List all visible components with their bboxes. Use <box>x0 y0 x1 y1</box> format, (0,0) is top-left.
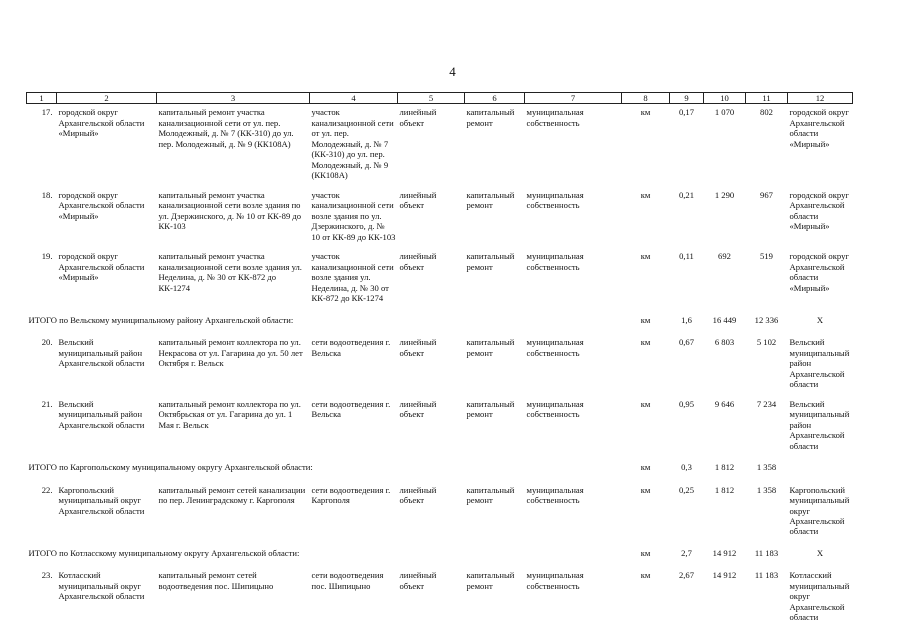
subtotal-label: ИТОГО по Котласскому муниципальному округу Архангельской области: <box>28 547 300 558</box>
length-cell: 0,17 <box>678 107 695 118</box>
unit-cell: км <box>640 547 651 558</box>
subsidy-cell: 11 183 <box>754 570 779 581</box>
column-header: 3 <box>157 93 310 104</box>
table-row <box>27 396 853 457</box>
work-description-cell: капитальный ремонт коллектора по ул. Некрасова от ул. Гагарина до ул. 50 лет Октября г. Вельск <box>158 337 303 369</box>
column-header: 4 <box>310 93 398 104</box>
column-header: 10 <box>704 93 746 104</box>
length-cell: 0,21 <box>678 189 695 200</box>
object-type-cell: линейный объект <box>399 570 437 591</box>
recipient-cell <box>788 457 853 481</box>
object-cell: участок канализационной сети от ул. пер. Молодежный, д. № 7 (КК-310) до ул. пер. Молодежный, д. № 9 (КК108А) <box>311 107 394 181</box>
table-row <box>27 482 853 543</box>
object-type-cell: линейный объект <box>399 189 437 211</box>
length-cell: 1,6 <box>681 314 692 325</box>
subsidy-cell: 1 358 <box>756 462 777 473</box>
object-cell: сети водоотведения г. Вельска <box>311 398 391 420</box>
column-number-header <box>27 93 853 104</box>
unit-cell: км <box>640 251 651 262</box>
length-cell: 2,67 <box>678 570 695 581</box>
column-header: 8 <box>622 93 670 104</box>
recipient-cell: Каргопольский муниципальный округ Архангельской области <box>789 484 850 537</box>
object-cell: сети водоотведения г. Каргополя <box>311 484 391 506</box>
recipient-cell: Котласский муниципальный округ Архангельской области <box>789 570 850 623</box>
column-header: 9 <box>670 93 704 104</box>
cost-cell: 1 812 <box>714 462 735 473</box>
work-kind-cell: капитальный ремонт <box>466 570 515 591</box>
unit-cell: км <box>640 189 651 200</box>
recipient-cell: Вельский муниципальный район Архангельской области <box>789 337 850 390</box>
table-row <box>27 104 853 187</box>
recipient-cell: городской округ Архангельской области «Мирный» <box>789 251 849 293</box>
subtotal-label: ИТОГО по Каргопольскому муниципальному округу Архангельской области: <box>28 462 313 473</box>
row-number: 17. <box>41 107 53 118</box>
work-description-cell: капитальный ремонт сетей водоотведения пос. Шипицыно <box>158 570 274 591</box>
cost-cell: 692 <box>718 251 731 262</box>
work-kind-cell: капитальный ремонт <box>466 251 515 272</box>
column-header: 11 <box>746 93 788 104</box>
object-cell: участок канализационной сети возле здания по ул. Дзержинского, д. № 10 от КК-89 до КК-103 <box>311 189 396 242</box>
program-table <box>26 92 853 629</box>
row-number: 19. <box>41 251 53 262</box>
subsidy-cell: 11 183 <box>754 547 779 558</box>
length-cell: 0,25 <box>678 484 695 495</box>
ownership-cell: муниципальная собственность <box>526 251 584 272</box>
work-kind-cell: капитальный ремонт <box>466 398 515 420</box>
ownership-cell: муниципальная собственность <box>526 189 584 211</box>
cost-cell: 1 070 <box>714 107 735 118</box>
subsidy-cell: 519 <box>760 251 773 262</box>
subsidy-cell: 7 234 <box>756 398 777 409</box>
work-kind-cell: капитальный ремонт <box>466 337 515 358</box>
work-description-cell: капитальный ремонт участка канализационной сети от ул. пер. Молодежный, д. № 7 (КК-310) до ул. пер. Молодежный, д. № 9 (КК108А) <box>158 107 294 149</box>
unit-cell: км <box>640 314 651 325</box>
table-row <box>27 248 853 309</box>
table-row <box>27 187 853 248</box>
page-number: 4 <box>449 64 456 79</box>
ownership-cell: муниципальная собственность <box>526 398 584 420</box>
column-header: 2 <box>57 93 157 104</box>
unit-cell: км <box>640 398 651 409</box>
subsidy-cell: 1 358 <box>756 484 777 495</box>
subtotal-row <box>27 310 853 334</box>
object-type-cell: линейный объект <box>399 337 437 358</box>
length-cell: 0,11 <box>679 251 694 262</box>
unit-cell: км <box>640 484 651 495</box>
unit-cell: км <box>640 107 651 118</box>
row-number: 18. <box>41 189 53 200</box>
work-description-cell: капитальный ремонт участка канализационной сети возле здания по ул. Дзержинского, д. № 10 от КК-89 до КК-103 <box>158 189 302 232</box>
object-type-cell: линейный объект <box>399 107 437 128</box>
cost-cell: 14 912 <box>712 547 737 558</box>
object-cell: участок канализационной сети возле здания ул. Неделина, д. № 30 от КК-872 до КК-1274 <box>311 251 394 304</box>
cost-cell: 6 803 <box>714 337 735 348</box>
object-type-cell: линейный объект <box>399 251 437 272</box>
work-description-cell: капитальный ремонт сетей канализации по пер. Ленинградскому г. Каргополя <box>158 484 306 506</box>
work-description-cell: капитальный ремонт участка канализационной сети возле здания ул. Неделина, д. № 30 от КК-872 до КК-1274 <box>158 251 302 293</box>
row-number: 21. <box>41 398 53 409</box>
owner-cell: городской округ Архангельской области «Мирный» <box>58 251 145 283</box>
column-header: 1 <box>27 93 57 104</box>
object-cell: сети водоотведения пос. Шипицыно <box>311 570 384 591</box>
column-header: 6 <box>465 93 525 104</box>
length-cell: 0,3 <box>681 462 692 473</box>
recipient-cell: городской округ Архангельской области «Мирный» <box>789 107 849 149</box>
recipient-cell: городской округ Архангельской области «Мирный» <box>789 189 849 232</box>
table-body <box>27 104 853 629</box>
work-description-cell: капитальный ремонт коллектора по ул. Октябрьская от ул. Гагарина до ул. 1 Мая г. Вельск <box>158 398 301 430</box>
column-header: 12 <box>788 93 853 104</box>
subsidy-cell: 5 102 <box>756 337 777 348</box>
cost-cell: 1 812 <box>714 484 735 495</box>
table-row <box>27 334 853 395</box>
length-cell: 2,7 <box>681 547 692 558</box>
unit-cell: км <box>640 570 651 581</box>
column-header: 7 <box>525 93 622 104</box>
row-number: 20. <box>41 337 53 348</box>
owner-cell: Каргопольский муниципальный округ Архангельской области <box>58 484 145 516</box>
subtotal-row <box>27 457 853 481</box>
length-cell: 0,95 <box>678 398 695 409</box>
owner-cell: городской округ Архангельской области «Мирный» <box>58 189 145 221</box>
subsidy-cell: 967 <box>760 189 773 200</box>
work-kind-cell: капитальный ремонт <box>466 107 515 128</box>
unit-cell: км <box>640 337 651 348</box>
object-type-cell: линейный объект <box>399 398 437 420</box>
recipient-cell: Вельский муниципальный район Архангельской области <box>789 398 850 451</box>
table-row <box>27 567 853 628</box>
unit-cell: км <box>640 462 651 473</box>
owner-cell: городской округ Архангельской области «Мирный» <box>58 107 145 139</box>
subtotal-label: ИТОГО по Вельскому муниципальному району Архангельской области: <box>28 314 294 325</box>
column-header: 5 <box>398 93 465 104</box>
object-cell: сети водоотведения г. Вельска <box>311 337 391 358</box>
recipient-cell: Х <box>816 547 824 558</box>
subsidy-cell: 802 <box>760 107 773 118</box>
work-kind-cell: капитальный ремонт <box>466 484 515 506</box>
owner-cell: Вельский муниципальный район Архангельской области <box>58 337 145 369</box>
recipient-cell: Х <box>816 314 824 325</box>
owner-cell: Вельский муниципальный район Архангельской области <box>58 398 145 430</box>
cost-cell: 9 646 <box>714 398 735 409</box>
subsidy-cell: 12 336 <box>754 314 779 325</box>
work-kind-cell: капитальный ремонт <box>466 189 515 211</box>
row-number: 23. <box>41 570 53 581</box>
cost-cell: 16 449 <box>712 314 737 325</box>
ownership-cell: муниципальная собственность <box>526 107 584 128</box>
ownership-cell: муниципальная собственность <box>526 484 584 506</box>
ownership-cell: муниципальная собственность <box>526 570 584 591</box>
object-type-cell: линейный объект <box>399 484 437 506</box>
ownership-cell: муниципальная собственность <box>526 337 584 358</box>
cost-cell: 1 290 <box>714 189 735 200</box>
row-number: 22. <box>41 484 53 495</box>
length-cell: 0,67 <box>678 337 695 348</box>
owner-cell: Котласский муниципальный округ Архангельской области <box>58 570 145 602</box>
subtotal-row <box>27 543 853 567</box>
cost-cell: 14 912 <box>712 570 737 581</box>
